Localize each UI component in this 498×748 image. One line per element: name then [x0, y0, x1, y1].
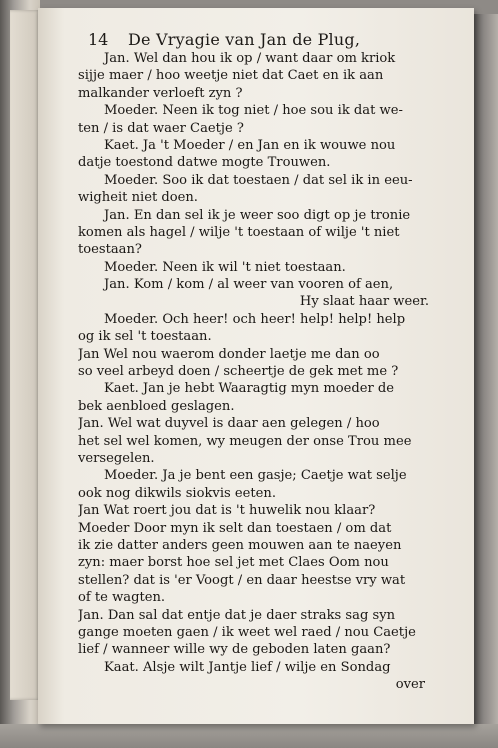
text-line: stellen? dat is 'er Voogt / en daar heestse vry wat	[78, 572, 406, 588]
text-line: Jan Wat roert jou dat is 't huwelik nou klaar?	[78, 503, 376, 519]
facing-page-edge	[474, 14, 498, 726]
page-body-text	[78, 50, 433, 693]
text-line: datje toestond datwe mogte Trouwen.	[78, 155, 331, 171]
text-line: lief / wanneer wille wy de geboden laten gaan?	[78, 642, 391, 658]
text-line: gange moeten gaen / ik weet wel raed / nou Caetje	[78, 624, 416, 640]
catchword: over	[395, 677, 425, 693]
text-line: Jan Wel nou waerom donder laetje me dan oo	[78, 346, 380, 362]
page-number: 14	[88, 30, 109, 49]
text-line: zyn: maer borst hoe sel jet met Claes Oom nou	[78, 555, 389, 571]
text-line: versegelen.	[78, 450, 155, 466]
text-line: Moeder. Soo ik dat toestaen / dat sel ik in eeu-	[104, 172, 413, 188]
text-line: sijje maer / hoo weetje niet dat Caet en ik aan	[78, 68, 384, 84]
text-line: so veel arbeyd doen / scheertje de gek met me ?	[78, 364, 399, 380]
binding-edge	[10, 10, 40, 700]
text-line: of te wagten.	[78, 590, 166, 606]
text-line: het sel wel komen, wy meugen der onse Trou mee	[78, 433, 412, 449]
text-line: Jan. Kom / kom / al weer van vooren of aen,	[104, 277, 394, 293]
text-line: ten / is dat waer Caetje ?	[78, 120, 244, 136]
background-surface	[0, 724, 498, 748]
text-line: Moeder. Och heer! och heer! help! help! help	[104, 311, 406, 327]
text-line: Jan. Dan sal dat entje dat je daer straks sag syn	[78, 607, 396, 623]
text-line: komen als hagel / wilje 't toestaan of wilje 't niet	[78, 224, 400, 240]
text-line: Jan. En dan sel ik je weer soo digt op je tronie	[104, 207, 411, 223]
running-title: De Vryagie van Jan de Plug,	[128, 30, 361, 49]
text-line: Jan. Wel dan hou ik op / want daar om kriok	[104, 51, 396, 66]
text-line: Jan. Wel wat duyvel is daar aen gelegen / hoo	[78, 416, 380, 432]
page-header	[88, 30, 458, 52]
text-line: ik zie datter anders geen mouwen aan te naeyen	[78, 537, 402, 553]
text-line: Moeder. Neen ik wil 't niet toestaan.	[104, 259, 346, 275]
stage-direction: Hy slaat haar weer.	[299, 294, 429, 310]
text-line: malkander verloeft zyn ?	[78, 85, 243, 101]
text-line: Kaat. Alsje wilt Jantje lief / wilje en Sondag	[104, 659, 391, 675]
text-line: Moeder. Ja je bent een gasje; Caetje wat selje	[104, 468, 407, 484]
text-line: wigheit niet doen.	[78, 190, 198, 206]
text-line: Moeder Door myn ik selt dan toestaen / om dat	[78, 520, 392, 536]
text-line: toestaan?	[78, 242, 142, 258]
text-line: Kaet. Ja 't Moeder / en Jan en ik wouwe nou	[104, 137, 396, 153]
text-line: og ik sel 't toestaan.	[78, 329, 212, 345]
text-line: Moeder. Neen ik tog niet / hoe sou ik dat we-	[104, 103, 403, 119]
text-line: Kaet. Jan je hebt Waaragtig myn moeder de	[104, 381, 395, 397]
text-line: ook nog dikwils siokvis eeten.	[78, 485, 276, 501]
text-line: bek aenbloed geslagen.	[78, 398, 235, 414]
